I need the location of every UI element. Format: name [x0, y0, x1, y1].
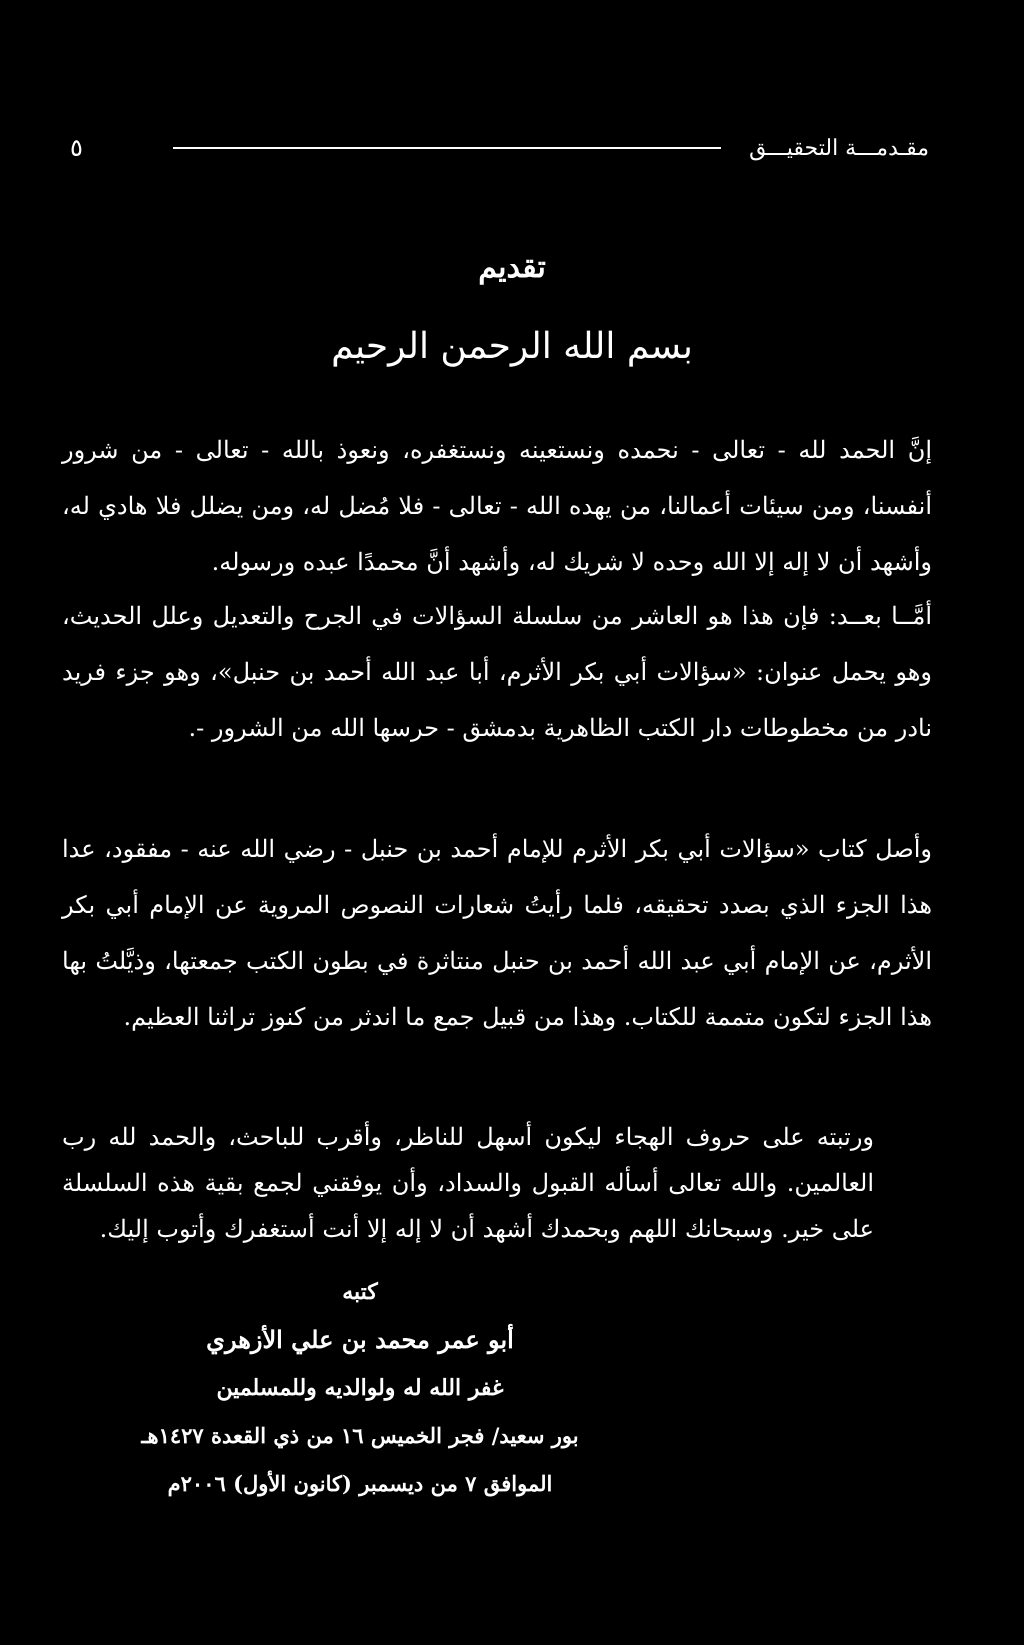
signature-label: كتبه — [342, 1279, 378, 1305]
header-title: مقـدمـــة التحقيـــق — [749, 135, 929, 161]
section-heading: تقديم — [478, 250, 546, 285]
basmala: بسم الله الرحمن الرحيم — [331, 326, 693, 367]
paragraph-intro: أمَّــا بعــد: فإن هذا هو العاشر من سلسلة السؤالات في الجرح والتعديل وعلل الحديث، وهو يحمل عنوان: «سؤالات أبي بكر الأثرم، أبا عبد الله أحمد بن حنبل»، وهو جزء فريد نادر من مخطوطات دار الكتب الظاهرية بدمشق - حرسها الله من الشرور -. — [62, 602, 932, 742]
date-gregorian: الموافق ٧ من ديسمبر (كانون الأول) ٢٠٠٦م — [167, 1471, 553, 1496]
paragraph-closing: ورتبته على حروف الهجاء ليكون أسهل للناظر، وأقرب للباحث، والحمد لله رب العالمين. والله تعالى أسأله القبول والسداد، وأن يوفقني لجمع بقية هذه السلسلة على خير. وسبحانك اللهم وبحمدك أشهد أن لا إله إلا أنت أستغفرك وأتوب إليك. — [62, 1123, 875, 1243]
header-rule — [173, 147, 721, 149]
date-hijri: بور سعيد/ فجر الخميس ١٦ من ذي القعدة ١٤٢٧هـ — [141, 1423, 579, 1448]
paragraph-origin: وأصل كتاب «سؤالات أبي بكر الأثرم للإمام أحمد بن حنبل - رضي الله عنه - مفقود، عدا هذا الجزء الذي بصدد تحقيقه، فلما رأيتُ شعارات النصوص المروية عن الإمام أبي بكر الأثرم، عن الإمام أبي عبد الله أحمد بن حنبل منتاثرة في بطون الكتب جمعتها، وذيَّلتُ بها هذا الجزء لتكون متممة للكتاب. وهذا من قبيل جمع ما اندثر من كنوز تراثنا العظيم. — [62, 835, 933, 1031]
page-number: ٥ — [70, 134, 83, 162]
running-header — [70, 128, 929, 168]
signature-block — [0, 1268, 720, 1508]
author-dua: غفر الله له ولوالديه وللمسلمين — [216, 1375, 504, 1401]
author-name: أبو عمر محمد بن علي الأزهري — [206, 1325, 514, 1354]
paragraph-opening: إنَّ الحمد لله - تعالى - نحمده ونستعينه ونستغفره، ونعوذ بالله - تعالى - من شرور أنفسنا، ومن سيئات أعمالنا، من يهده الله - تعالى - فلا مُضل له، ومن يضلل فلا هادي له، وأشهد أن لا إله إلا الله وحده لا شريك له، وأشهد أنَّ محمدًا عبده ورسوله. — [62, 436, 932, 576]
